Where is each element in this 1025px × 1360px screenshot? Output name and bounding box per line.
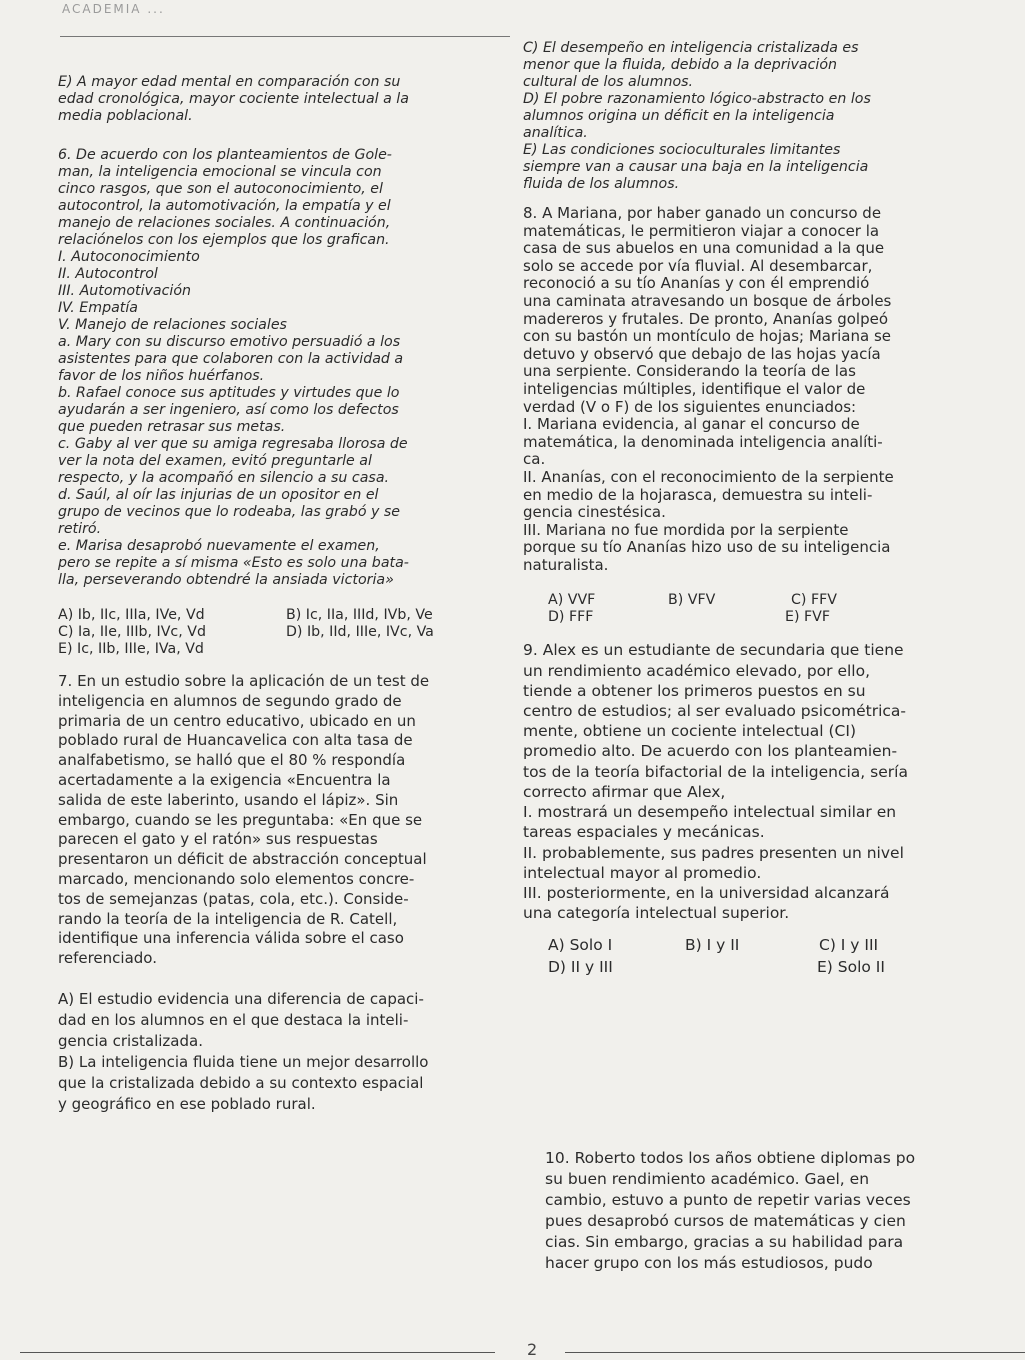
q9-stem-line: centro de estudios; al ser evaluado psicométrica-: [523, 702, 907, 721]
q8-stem-line: una caminata atravesando un bosque de árboles: [523, 291, 892, 310]
q8-stem-line: 8. A Mariana, por haber ganado un concurso de: [523, 204, 882, 222]
header-text: ACADEMIA ...: [62, 2, 165, 16]
q8-statement-line: porque su tío Ananías hizo uso de su inteligencia: [523, 538, 891, 557]
q7-stem-line: acertadamente a la exigencia «Encuentra la: [58, 770, 391, 789]
q6-example-line: asistentes para que colaboren con la actividad a: [58, 351, 404, 367]
header-rule: [60, 36, 510, 37]
q10-stem-line: su buen rendimiento académico. Gael, en: [545, 1170, 870, 1188]
q8-stem-line: inteligencias múltiples, identifique el valor de: [523, 379, 866, 398]
q6-option-e[interactable]: E) Ic, IIb, IIIe, IVa, Vd: [58, 641, 204, 657]
q6-trait: I. Autoconocimiento: [58, 249, 200, 265]
q6-stem-line: autocontrol, la automotivación, la empatía y el: [58, 198, 391, 214]
q9-stem-line: tiende a obtener los primeros puestos en su: [523, 681, 866, 700]
q6-example-line: d. Saúl, al oír las injurias de un opositor en el: [58, 487, 379, 503]
question-6: [58, 147, 498, 589]
q6-example-line: pero se repite a sí misma «Esto es solo una bata-: [58, 555, 409, 571]
q6-stem-line: 6. De acuerdo con los planteamientos de Gole-: [58, 147, 392, 163]
q8-stem-line: solo se accede por vía fluvial. Al desembarcar,: [523, 256, 873, 275]
q10-stem-line: hacer grupo con los más estudiosos, pudo: [545, 1254, 873, 1272]
q6-example-line: b. Rafael conoce sus aptitudes y virtudes que lo: [58, 385, 400, 401]
question-10: [545, 1148, 1025, 1274]
q9-stem-line: promedio alto. De acuerdo con los planteamien-: [523, 742, 898, 761]
q6-option-c[interactable]: C) Ia, IIe, IIIb, IVc, Vd: [58, 624, 206, 640]
q7-stem-line: identifique una inferencia válida sobre el caso: [58, 929, 404, 948]
q6-example-line: que pueden retrasar sus metas.: [58, 419, 286, 435]
q8-statement-line: gencia cinestésica.: [523, 503, 666, 522]
q9-option-a[interactable]: A) Solo I: [548, 936, 613, 955]
q7-stem-line: presentaron un déficit de abstracción conceptual: [58, 850, 427, 869]
q6-trait: II. Autocontrol: [58, 266, 158, 282]
q10-stem-line: 10. Roberto todos los años obtiene diplomas po: [545, 1149, 916, 1167]
q7-stem-line: embargo, cuando se les preguntaba: «En que se: [58, 810, 423, 829]
q9-option-b[interactable]: B) I y II: [685, 936, 740, 955]
q7-stem-line: salida de este laberinto, usando el lápiz». Sin: [58, 790, 399, 809]
q10-stem-line: cias. Sin embargo, gracias a su habilidad para: [545, 1233, 904, 1251]
q6-example-line: a. Mary con su discurso emotivo persuadió a los: [58, 334, 401, 350]
q8-statement-line: I. Mariana evidencia, al ganar el concurso de: [523, 415, 860, 434]
q7-stem-line: rando la teoría de la inteligencia de R. Catell,: [58, 909, 398, 928]
q9-option-d[interactable]: D) II y III: [548, 958, 613, 977]
q8-option-b[interactable]: B) VFV: [668, 592, 716, 609]
q7-stem-line: marcado, mencionando solo elementos concre-: [58, 869, 415, 888]
q7-stem-line: referenciado.: [58, 949, 157, 968]
left-column: [58, 74, 498, 1115]
text-line: edad cronológica, mayor cociente intelectual a la: [58, 91, 409, 107]
page-number: 2: [527, 1340, 538, 1359]
right-column: [523, 40, 973, 981]
question-7: [58, 672, 498, 969]
q6-stem-line: relaciónelos con los ejemplos que los grafican.: [58, 232, 390, 248]
q7-stem-line: inteligencia en alumnos de segundo grado de: [58, 691, 402, 710]
q9-option-e[interactable]: E) Solo II: [817, 958, 885, 977]
q8-stem-line: una serpiente. Considerando la teoría de las: [523, 362, 856, 381]
q9-stem-line: 9. Alex es un estudiante de secundaria que tiene: [523, 641, 904, 660]
q10-stem-line: pues desaprobó cursos de matemáticas y cien: [545, 1212, 906, 1230]
option-line: C) El desempeño en inteligencia cristalizada es: [523, 40, 859, 56]
q6-option-b[interactable]: B) Ic, IIa, IIId, IVb, Ve: [286, 607, 433, 623]
option-line: D) El pobre razonamiento lógico-abstracto en los: [523, 91, 871, 107]
q8-options: [523, 592, 973, 626]
q6-option-d[interactable]: D) Ib, IId, IIIe, IVc, Va: [286, 624, 434, 640]
q8-stem-line: matemáticas, le permitieron viajar a conocer la: [523, 221, 880, 240]
q6-stem-line: man, la inteligencia emocional se vincula con: [58, 164, 382, 180]
q6-option-a[interactable]: A) Ib, IIc, IIIa, IVe, Vd: [58, 607, 205, 623]
q6-example-line: e. Marisa desaprobó nuevamente el examen,: [58, 538, 380, 554]
q7-prev-option-e: [58, 74, 498, 125]
q7-option-a[interactable]: [58, 989, 498, 1052]
q7-option-e[interactable]: [523, 142, 973, 193]
q8-stem-line: casa de sus abuelos en una comunidad a la que: [523, 239, 885, 258]
q9-stem-line: I. mostrará un desempeño intelectual similar en: [523, 803, 897, 822]
q9-stem-line: correcto afirmar que Alex,: [523, 782, 726, 801]
q9-stem-line: una categoría intelectual superior.: [523, 904, 790, 923]
option-line: E) Las condiciones socioculturales limitantes: [523, 142, 841, 158]
q7-stem-line: analfabetismo, se halló que el 80 % respondía: [58, 751, 406, 770]
q9-stem-line: mente, obtiene un cociente intelectual (CI): [523, 722, 856, 741]
q9-stem-line: un rendimiento académico elevado, por ello,: [523, 661, 871, 680]
q6-example-line: ver la nota del examen, evitó preguntarle al: [58, 453, 372, 469]
q6-stem-line: cinco rasgos, que son el autoconocimiento, el: [58, 181, 383, 197]
q6-trait: V. Manejo de relaciones sociales: [58, 317, 287, 333]
q8-statement-line: III. Mariana no fue mordida por la serpiente: [523, 520, 849, 539]
q8-statement-line: ca.: [523, 450, 546, 469]
q6-example-line: grupo de vecinos que lo rodeaba, las grabó y se: [58, 504, 401, 520]
question-8: [523, 205, 973, 574]
q6-example-line: lla, perseverando obtendré la ansiada victoria»: [58, 572, 394, 588]
q8-option-c[interactable]: C) FFV: [791, 592, 837, 609]
q9-options: [523, 937, 973, 981]
q7-stem-line: parecen el gato y el ratón» sus respuestas: [58, 830, 378, 849]
q6-example-line: respecto, y la acompañó en silencio a su casa.: [58, 470, 390, 486]
q9-stem-line: intelectual mayor al promedio.: [523, 863, 762, 882]
option-line: cultural de los alumnos.: [523, 74, 694, 90]
q7-stem-line: primaria de un centro educativo, ubicado en un: [58, 711, 416, 730]
option-line: siempre van a causar una baja en la inteligencia: [523, 159, 869, 175]
option-line: analítica.: [523, 125, 588, 141]
question-9: [523, 640, 973, 923]
q6-example-line: retiró.: [58, 521, 102, 537]
text-line: media poblacional.: [58, 108, 193, 124]
q8-statement-line: II. Ananías, con el reconocimiento de la serpiente: [523, 467, 894, 486]
q6-trait: IV. Empatía: [58, 300, 138, 316]
option-line: alumnos origina un déficit en la inteligencia: [523, 108, 835, 124]
q8-stem-line: madereros y frutales. De pronto, Ananías golpeó: [523, 309, 889, 328]
option-line: A) El estudio evidencia una diferencia de capaci-: [58, 989, 424, 1008]
q9-option-c[interactable]: C) I y III: [819, 936, 879, 955]
q8-stem-line: reconoció a su tío Ananías y con él emprendió: [523, 274, 870, 293]
q8-option-e[interactable]: E) FVF: [785, 609, 831, 626]
q8-option-a[interactable]: A) VVF: [548, 592, 596, 609]
q9-stem-line: III. posteriormente, en la universidad alcanzará: [523, 883, 890, 902]
q6-example-line: c. Gaby al ver que su amiga regresaba llorosa de: [58, 436, 408, 452]
q8-option-d[interactable]: D) FFF: [548, 609, 594, 626]
q9-stem-line: II. probablemente, sus padres presenten un nivel: [523, 843, 904, 862]
q6-options: [58, 607, 498, 658]
q6-example-line: ayudarán a ser ingeniero, así como los defectos: [58, 402, 399, 418]
option-line: B) La inteligencia fluida tiene un mejor desarrollo: [58, 1052, 429, 1071]
q6-stem-line: manejo de relaciones sociales. A continuación,: [58, 215, 391, 231]
q6-example-line: favor de los niños huérfanos.: [58, 368, 265, 384]
option-line: gencia cristalizada.: [58, 1031, 203, 1050]
q7-option-b[interactable]: [58, 1052, 498, 1115]
q8-statement-line: naturalista.: [523, 555, 609, 574]
option-line: y geográfico en ese poblado rural.: [58, 1094, 316, 1113]
q7-option-c[interactable]: [523, 40, 973, 91]
q6-trait: III. Automotivación: [58, 283, 192, 299]
option-line: fluida de los alumnos.: [523, 176, 680, 192]
q10-stem-line: cambio, estuvo a punto de repetir varias veces: [545, 1191, 911, 1209]
footer-rule-right: [565, 1352, 1025, 1353]
q8-statement-line: matemática, la denominada inteligencia analíti-: [523, 432, 883, 451]
q7-stem-line: 7. En un estudio sobre la aplicación de un test de: [58, 672, 430, 690]
option-line: menor que la fluida, debido a la deprivación: [523, 57, 838, 73]
q8-statement-line: en medio de la hojarasca, demuestra su inteli-: [523, 485, 873, 504]
q8-stem-line: detuvo y observó que debajo de las hojas yacía: [523, 344, 881, 363]
option-line: que la cristalizada debido a su contexto espacial: [58, 1073, 424, 1092]
q9-stem-line: tos de la teoría bifactorial de la inteligencia, sería: [523, 762, 908, 781]
q7-option-d[interactable]: [523, 91, 973, 142]
q9-stem-line: tareas espaciales y mecánicas.: [523, 823, 765, 842]
q7-stem-line: poblado rural de Huancavelica con alta tasa de: [58, 731, 413, 750]
text-line: E) A mayor edad mental en comparación con su: [58, 74, 401, 90]
q7-stem-line: tos de semejanzas (patas, cola, etc.). Conside-: [58, 889, 409, 908]
q8-stem-line: con su bastón un montículo de hojas; Mariana se: [523, 327, 892, 346]
q8-stem-line: verdad (V o F) de los siguientes enunciados:: [523, 397, 857, 416]
footer-rule-left: [20, 1352, 495, 1353]
option-line: dad en los alumnos en el que destaca la inteli-: [58, 1010, 409, 1029]
